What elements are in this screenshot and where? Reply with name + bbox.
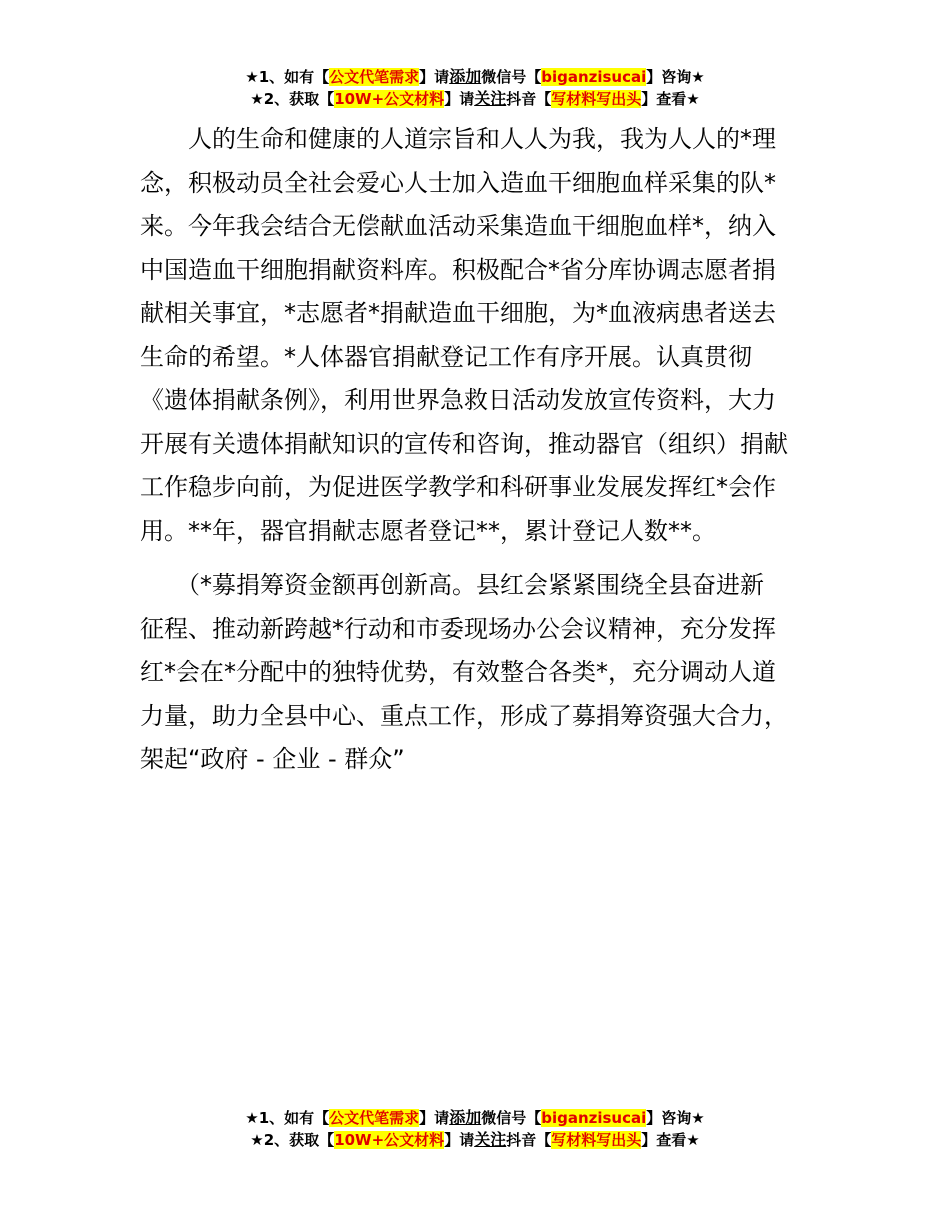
banner-text: 1、如有【 xyxy=(258,68,330,86)
text-line: 工作稳步向前，为促进医学教学和科研事业发展发挥红*会作 xyxy=(140,473,776,501)
text-line: 力量，助力全县中心、重点工作，形成了募捐筹资强大合力， xyxy=(140,701,788,730)
banner-line-1 xyxy=(0,1107,950,1129)
body-paragraph-1 xyxy=(140,118,812,553)
highlight-douyin-account: 写材料写出头 xyxy=(551,1131,642,1149)
text-line: 中国造血干细胞捐献资料库。积极配合*省分库协调志愿者捐 xyxy=(140,255,776,284)
banner-text: 1、如有【 xyxy=(258,1109,330,1127)
banner-line-2 xyxy=(0,88,950,110)
text-line: 用。**年，器官捐献志愿者登记**，累计登记人数**。 xyxy=(140,516,716,545)
banner-text: 微信号【 xyxy=(481,1109,542,1127)
highlight-materials: 10W+公文材料 xyxy=(334,1131,445,1149)
text-line: 念，积极动员全社会爱心人士加入造血干细胞血样采集的队* xyxy=(140,168,776,197)
star-icon: ★ xyxy=(250,90,264,108)
text-line: （*募捐筹资金额再创新高。县红会紧紧围绕全县奋进新 xyxy=(140,571,764,599)
text-line: 开展有关遗体捐献知识的宣传和咨询，推动器官（组织）捐献 xyxy=(140,429,788,458)
banner-line-1 xyxy=(0,66,950,88)
banner-line-2 xyxy=(0,1129,950,1151)
highlight-service: 公文代笔需求 xyxy=(329,68,420,86)
banner-text: 】请 xyxy=(419,68,450,86)
underlined-follow: 关注 xyxy=(474,1130,507,1149)
star-icon: ★ xyxy=(250,1131,264,1149)
banner-text: 微信号【 xyxy=(481,68,542,86)
text-line: 征程、推动新跨越*行动和市委现场办公会议精神，充分发挥 xyxy=(140,614,776,643)
text-line: 架起“政府 - 企业 - 群众” xyxy=(140,745,405,773)
highlight-materials: 10W+公文材料 xyxy=(334,90,445,108)
highlight-wechat-id: biganzisucai xyxy=(541,1109,647,1127)
banner-text: 】请 xyxy=(444,1131,475,1149)
banner-text: 】请 xyxy=(419,1109,450,1127)
star-icon: ★ xyxy=(245,68,259,86)
underlined-add: 添加 xyxy=(449,67,482,86)
banner-text: 抖音【 xyxy=(506,1131,552,1149)
body-paragraph-2 xyxy=(140,564,812,782)
banner-text: 】查看★ xyxy=(641,90,700,108)
highlight-douyin-account: 写材料写出头 xyxy=(551,90,642,108)
underlined-add: 添加 xyxy=(449,1108,482,1127)
banner-text: 】咨询★ xyxy=(646,1109,705,1127)
banner-text: 2、获取【 xyxy=(263,1131,335,1149)
footer-banner xyxy=(0,1107,950,1151)
highlight-service: 公文代笔需求 xyxy=(329,1109,420,1127)
banner-text: 】查看★ xyxy=(641,1131,700,1149)
star-icon: ★ xyxy=(245,1109,259,1127)
underlined-follow: 关注 xyxy=(474,89,507,108)
banner-text: 】咨询★ xyxy=(646,68,705,86)
text-line: 红*会在*分配中的独特优势，有效整合各类*，充分调动人道 xyxy=(140,658,776,686)
header-banner xyxy=(0,66,950,110)
banner-text: 2、获取【 xyxy=(263,90,335,108)
text-line: 人的生命和健康的人道宗旨和人人为我，我为人人的*理 xyxy=(140,125,776,153)
banner-text: 抖音【 xyxy=(506,90,552,108)
text-line: 《遗体捐献条例》，利用世界急救日活动发放宣传资料，大力 xyxy=(140,386,776,414)
text-line: 生命的希望。*人体器官捐献登记工作有序开展。认真贯彻 xyxy=(140,342,752,371)
text-line: 献相关事宜，*志愿者*捐献造血干细胞，为*血液病患者送去 xyxy=(140,299,776,327)
banner-text: 】请 xyxy=(444,90,475,108)
text-line: 来。今年我会结合无偿献血活动采集造血干细胞血样*，纳入 xyxy=(140,212,776,240)
highlight-wechat-id: biganzisucai xyxy=(541,68,647,86)
